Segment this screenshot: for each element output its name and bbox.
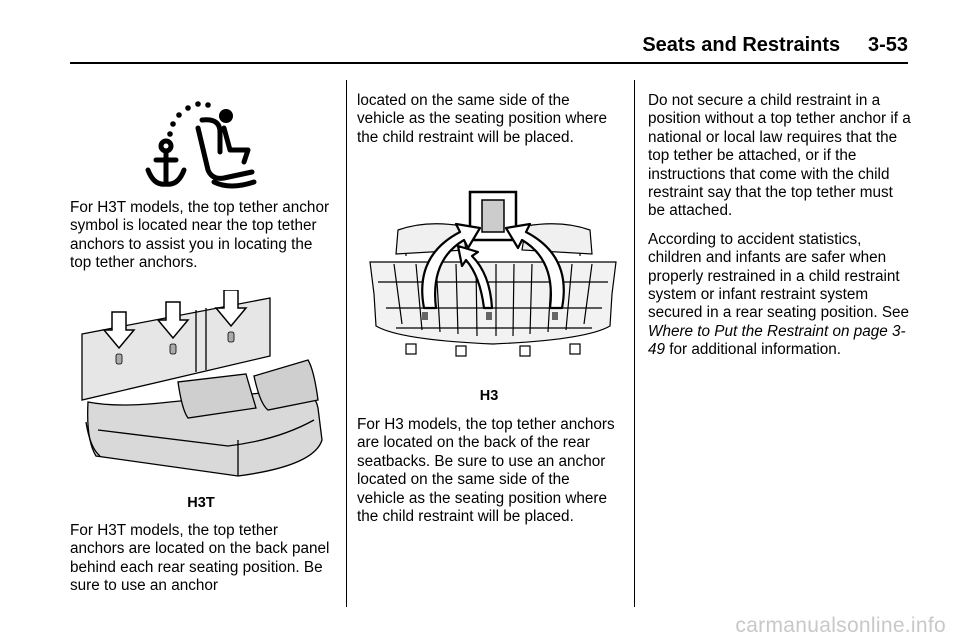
paragraph: located on the same side of the vehicle as the seating position where the child restraint will be placed. — [357, 92, 608, 146]
paragraph-text: for additional information. — [665, 341, 842, 359]
paragraph-text: According to accident statistics, children and infants are safer when properly restrained in a child restraint system or infant restraint system secured in a rear seating position. See — [648, 230, 910, 322]
figure-caption-h3: H3 — [479, 388, 499, 404]
anchor-icon — [148, 141, 184, 184]
column-2-bottom — [357, 416, 621, 536]
paragraph: For H3 models, the top tether anchors are located on the back of the rear seatbacks. Be sure to use an anchor located on the same side of the vehicle as the seating position where the child restraint will be placed. — [357, 416, 615, 526]
header-title — [642, 34, 908, 57]
paragraph: Do not secure a child restraint in a position without a top tether anchor if a national or local law requires that the top tether be attached, or if the instructions that come with the child restraint say that the top tether must be attached. — [648, 92, 911, 220]
paragraph — [648, 231, 912, 360]
column-2-top — [357, 92, 621, 157]
cross-reference-link[interactable]: Where to Put the Restraint on page 3-49 — [648, 322, 906, 359]
watermark: carmanualsonline.info — [735, 614, 946, 637]
column-divider — [634, 80, 635, 607]
paragraph: For H3T models, the top tether anchors are located on the back panel behind each rear seating position. Be sure to use an anchor — [70, 522, 330, 595]
section-title: Seats and Restraints — [642, 34, 841, 56]
tether-anchor-symbol-figure — [140, 98, 262, 190]
page-header — [70, 28, 908, 64]
column-3 — [648, 92, 912, 370]
child-seat-icon — [198, 109, 254, 186]
column-divider — [346, 80, 347, 607]
page-number: 3-53 — [867, 34, 908, 56]
column-1-bottom — [70, 522, 332, 606]
figure-caption-h3t: H3T — [187, 495, 215, 511]
h3t-seat-illustration — [78, 290, 328, 482]
h3-seatback-illustration — [366, 190, 620, 370]
paragraph: For H3T models, the top tether anchor symbol is located near the top tether anchors to assist you in locating the top tether anchors. — [70, 199, 330, 272]
column-1-top — [70, 199, 332, 283]
